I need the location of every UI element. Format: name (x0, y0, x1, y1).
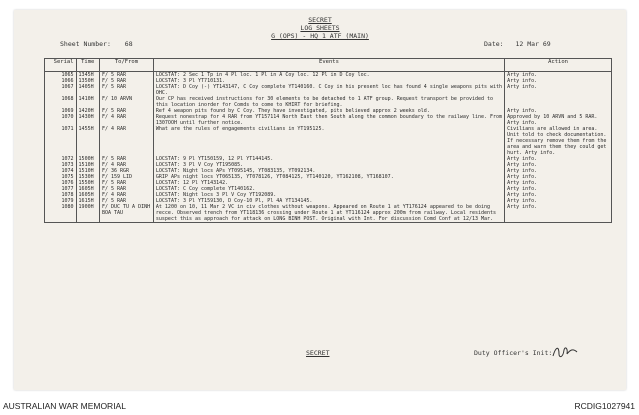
cell-action: Arty info. (505, 186, 612, 192)
cell-action: Arty info. (505, 180, 612, 186)
duty-officer-signature (550, 344, 580, 360)
log-sheet-page (14, 10, 626, 390)
cell-tofrom: F/ 159 LID (99, 174, 153, 180)
cell-serial: 1069 (45, 108, 77, 114)
cell-events: LOCSTAT: C Coy complete YT140162. (153, 186, 504, 192)
cell-tofrom: F/ 4 RAR (99, 114, 153, 126)
log-sheets-title: LOG SHEETS (300, 24, 340, 32)
cell-serial: 1072 (45, 156, 77, 162)
cell-tofrom: F/ 5 RAR (99, 108, 153, 114)
cell-serial: 1076 (45, 180, 77, 186)
cell-time: 1605H (76, 192, 99, 198)
table-row (45, 96, 612, 108)
cell-serial: 1077 (45, 186, 77, 192)
cell-serial: 1075 (45, 174, 77, 180)
column-header-events: Events (153, 59, 504, 72)
cell-time: 1530H (76, 174, 99, 180)
column-header-time: Time (76, 59, 99, 72)
secret-footer: SECRET (306, 349, 330, 357)
cell-events: LOCSTAT: Night locs APs YT095145, YT083135, YT092134. (153, 168, 504, 174)
cell-events: Request nonestrap for 4 RAR from YT157114 North East then South along the common boundary to the railway line. From 1307OOH until further notice. (153, 114, 504, 126)
column-header-serial: Serial (45, 59, 77, 72)
cell-events: At 1200 on 10, 11 Mar 2 VC in civ clothes without weapons. Appeared on Route 1 at YT176124 appeared to be doing recce. Observed trench from YT118136 crossing under Route 1 at YT116124 approx 200m from railway. Local residents suspect this as approach for attack on LONG BINH POST. Original with Int. For discussion Comd Conf at 12/13 Mar. (153, 204, 504, 223)
cell-action: Arty info. (505, 108, 612, 114)
cell-tofrom: F/ 5 RAR (99, 84, 153, 96)
cell-time: 1605H (76, 186, 99, 192)
cell-time: 1405H (76, 84, 99, 96)
column-header-action: Action (505, 59, 612, 72)
cell-serial: 1071 (45, 126, 77, 156)
cell-time: 1615H (76, 198, 99, 204)
cell-events: LOCSTAT: 3 Pl YT710131. (153, 78, 504, 84)
cell-events: LOCSTAT: 3 Pl YT159130, D Coy-10 Pl, Pl 4A YT134145. (153, 198, 504, 204)
date-field (484, 40, 551, 48)
date-value: 12 Mar 69 (515, 40, 551, 48)
cell-action: Arty info. (505, 84, 612, 96)
table-row (45, 204, 612, 223)
cell-events: LOCSTAT: 2 Sec 1 Tp in 4 Pl loc. 1 Pl in A Coy loc. 12 Pl in D Coy loc. (153, 72, 504, 79)
cell-action: Arty info. (505, 192, 612, 198)
cell-tofrom: F/ DUC TU A DINH BOA TAU (99, 204, 153, 223)
cell-time: 1900H (76, 204, 99, 223)
cell-events: LOCSTAT: 3 Pl V Coy YT195085. (153, 162, 504, 168)
cell-serial: 1078 (45, 192, 77, 198)
sheet-number-field (60, 40, 133, 48)
cell-action (505, 96, 612, 108)
duty-officer-label: Duty Officer's Init: (474, 349, 553, 357)
cell-events: LOCSTAT: D Coy (-) YT143147, C Coy complete YT140160. C Coy in his present loc has found 4 single weapons pits with OHC. (153, 84, 504, 96)
cell-events: What are the rules of engagements civilians in YT195125. (153, 126, 504, 156)
cell-time: 1510H (76, 168, 99, 174)
archive-name: AUSTRALIAN WAR MEMORIAL (3, 401, 126, 411)
cell-tofrom: F/ 5 RAR (99, 78, 153, 84)
log-table-body (45, 72, 612, 223)
cell-serial: 1067 (45, 84, 77, 96)
cell-time: 1500H (76, 156, 99, 162)
cell-tofrom: F/ 5 RAR (99, 156, 153, 162)
cell-tofrom: F/ 5 RAR (99, 72, 153, 79)
cell-action: Arty info. (505, 78, 612, 84)
cell-serial: 1070 (45, 114, 77, 126)
table-row (45, 114, 612, 126)
cell-action: Approved by 10 ARVN and 5 RAR. Arty info. (505, 114, 612, 126)
cell-time: 1550H (76, 180, 99, 186)
cell-tofrom: F/ 4 RAR (99, 162, 153, 168)
cell-tofrom: F/ 5 RAR (99, 180, 153, 186)
cell-events: Our CP has received instructions for 30 elements to be detached to 1 ATF group. Request transport be provided to this location inorder for Comds to come to KHIRT for briefing. (153, 96, 504, 108)
cell-serial: 1080 (45, 204, 77, 223)
cell-action: Arty info. (505, 168, 612, 174)
cell-action: Civilians are allowed in area. Unit told to check documentation. If necessary remove them from the area and warn them they could get hurt. Arty info. (505, 126, 612, 156)
archive-record-id: RCDIG1027941 (574, 401, 635, 411)
table-row (45, 126, 612, 156)
unit-title: G (OPS) - HQ 1 ATF (MAIN) (271, 32, 369, 40)
cell-action: Arty info. (505, 174, 612, 180)
cell-serial: 1065 (45, 72, 77, 79)
cell-events: LOCSTAT: 9 Pl YT150159, 12 Pl YT144145. (153, 156, 504, 162)
cell-serial: 1079 (45, 198, 77, 204)
cell-serial: 1074 (45, 168, 77, 174)
cell-tofrom: F/ 4 RAR (99, 126, 153, 156)
cell-events: LOCSTAT: 12 Pl YT143142. (153, 180, 504, 186)
cell-time: 1410H (76, 96, 99, 108)
cell-tofrom: F/ 36 RGR (99, 168, 153, 174)
cell-time: 1350H (76, 78, 99, 84)
cell-action: Arty info. (505, 72, 612, 79)
cell-serial: 1073 (45, 162, 77, 168)
cell-events: LOCSTAT: Night locs 3 Pl V Coy YT192089. (153, 192, 504, 198)
cell-action: Arty info. (505, 198, 612, 204)
cell-tofrom: F/ 4 RAR (99, 192, 153, 198)
cell-tofrom: F/ 10 ARVN (99, 96, 153, 108)
cell-time: 1510H (76, 162, 99, 168)
sheet-number-value: 68 (124, 40, 133, 48)
date-label: Date: (484, 40, 504, 48)
cell-action: Arty info. (505, 204, 612, 223)
cell-time: 1420H (76, 108, 99, 114)
cell-time: 1345H (76, 72, 99, 79)
secret-heading: SECRET (308, 16, 332, 24)
archive-footer-bar (0, 393, 639, 415)
column-header-tofrom: To/From (99, 59, 153, 72)
cell-action: Arty info. (505, 162, 612, 168)
cell-events: Ref 4 weapon pits found by C Coy. They have investigated, pits believed approx 2 weeks old. (153, 108, 504, 114)
cell-serial: 1068 (45, 96, 77, 108)
cell-time: 1455H (76, 126, 99, 156)
cell-serial: 1066 (45, 78, 77, 84)
table-row (45, 84, 612, 96)
cell-events: GRIP APs night locs YT065135, YT078126, YT084125, YT140120, YT162108, YT168107. (153, 174, 504, 180)
cell-tofrom: F/ 5 RAR (99, 186, 153, 192)
sheet-number-label: Sheet Number: (60, 40, 111, 48)
cell-tofrom: F/ 5 RAR (99, 198, 153, 204)
table-header-row (45, 59, 612, 72)
cell-action: Arty info. (505, 156, 612, 162)
cell-time: 1430H (76, 114, 99, 126)
log-table (44, 58, 612, 223)
